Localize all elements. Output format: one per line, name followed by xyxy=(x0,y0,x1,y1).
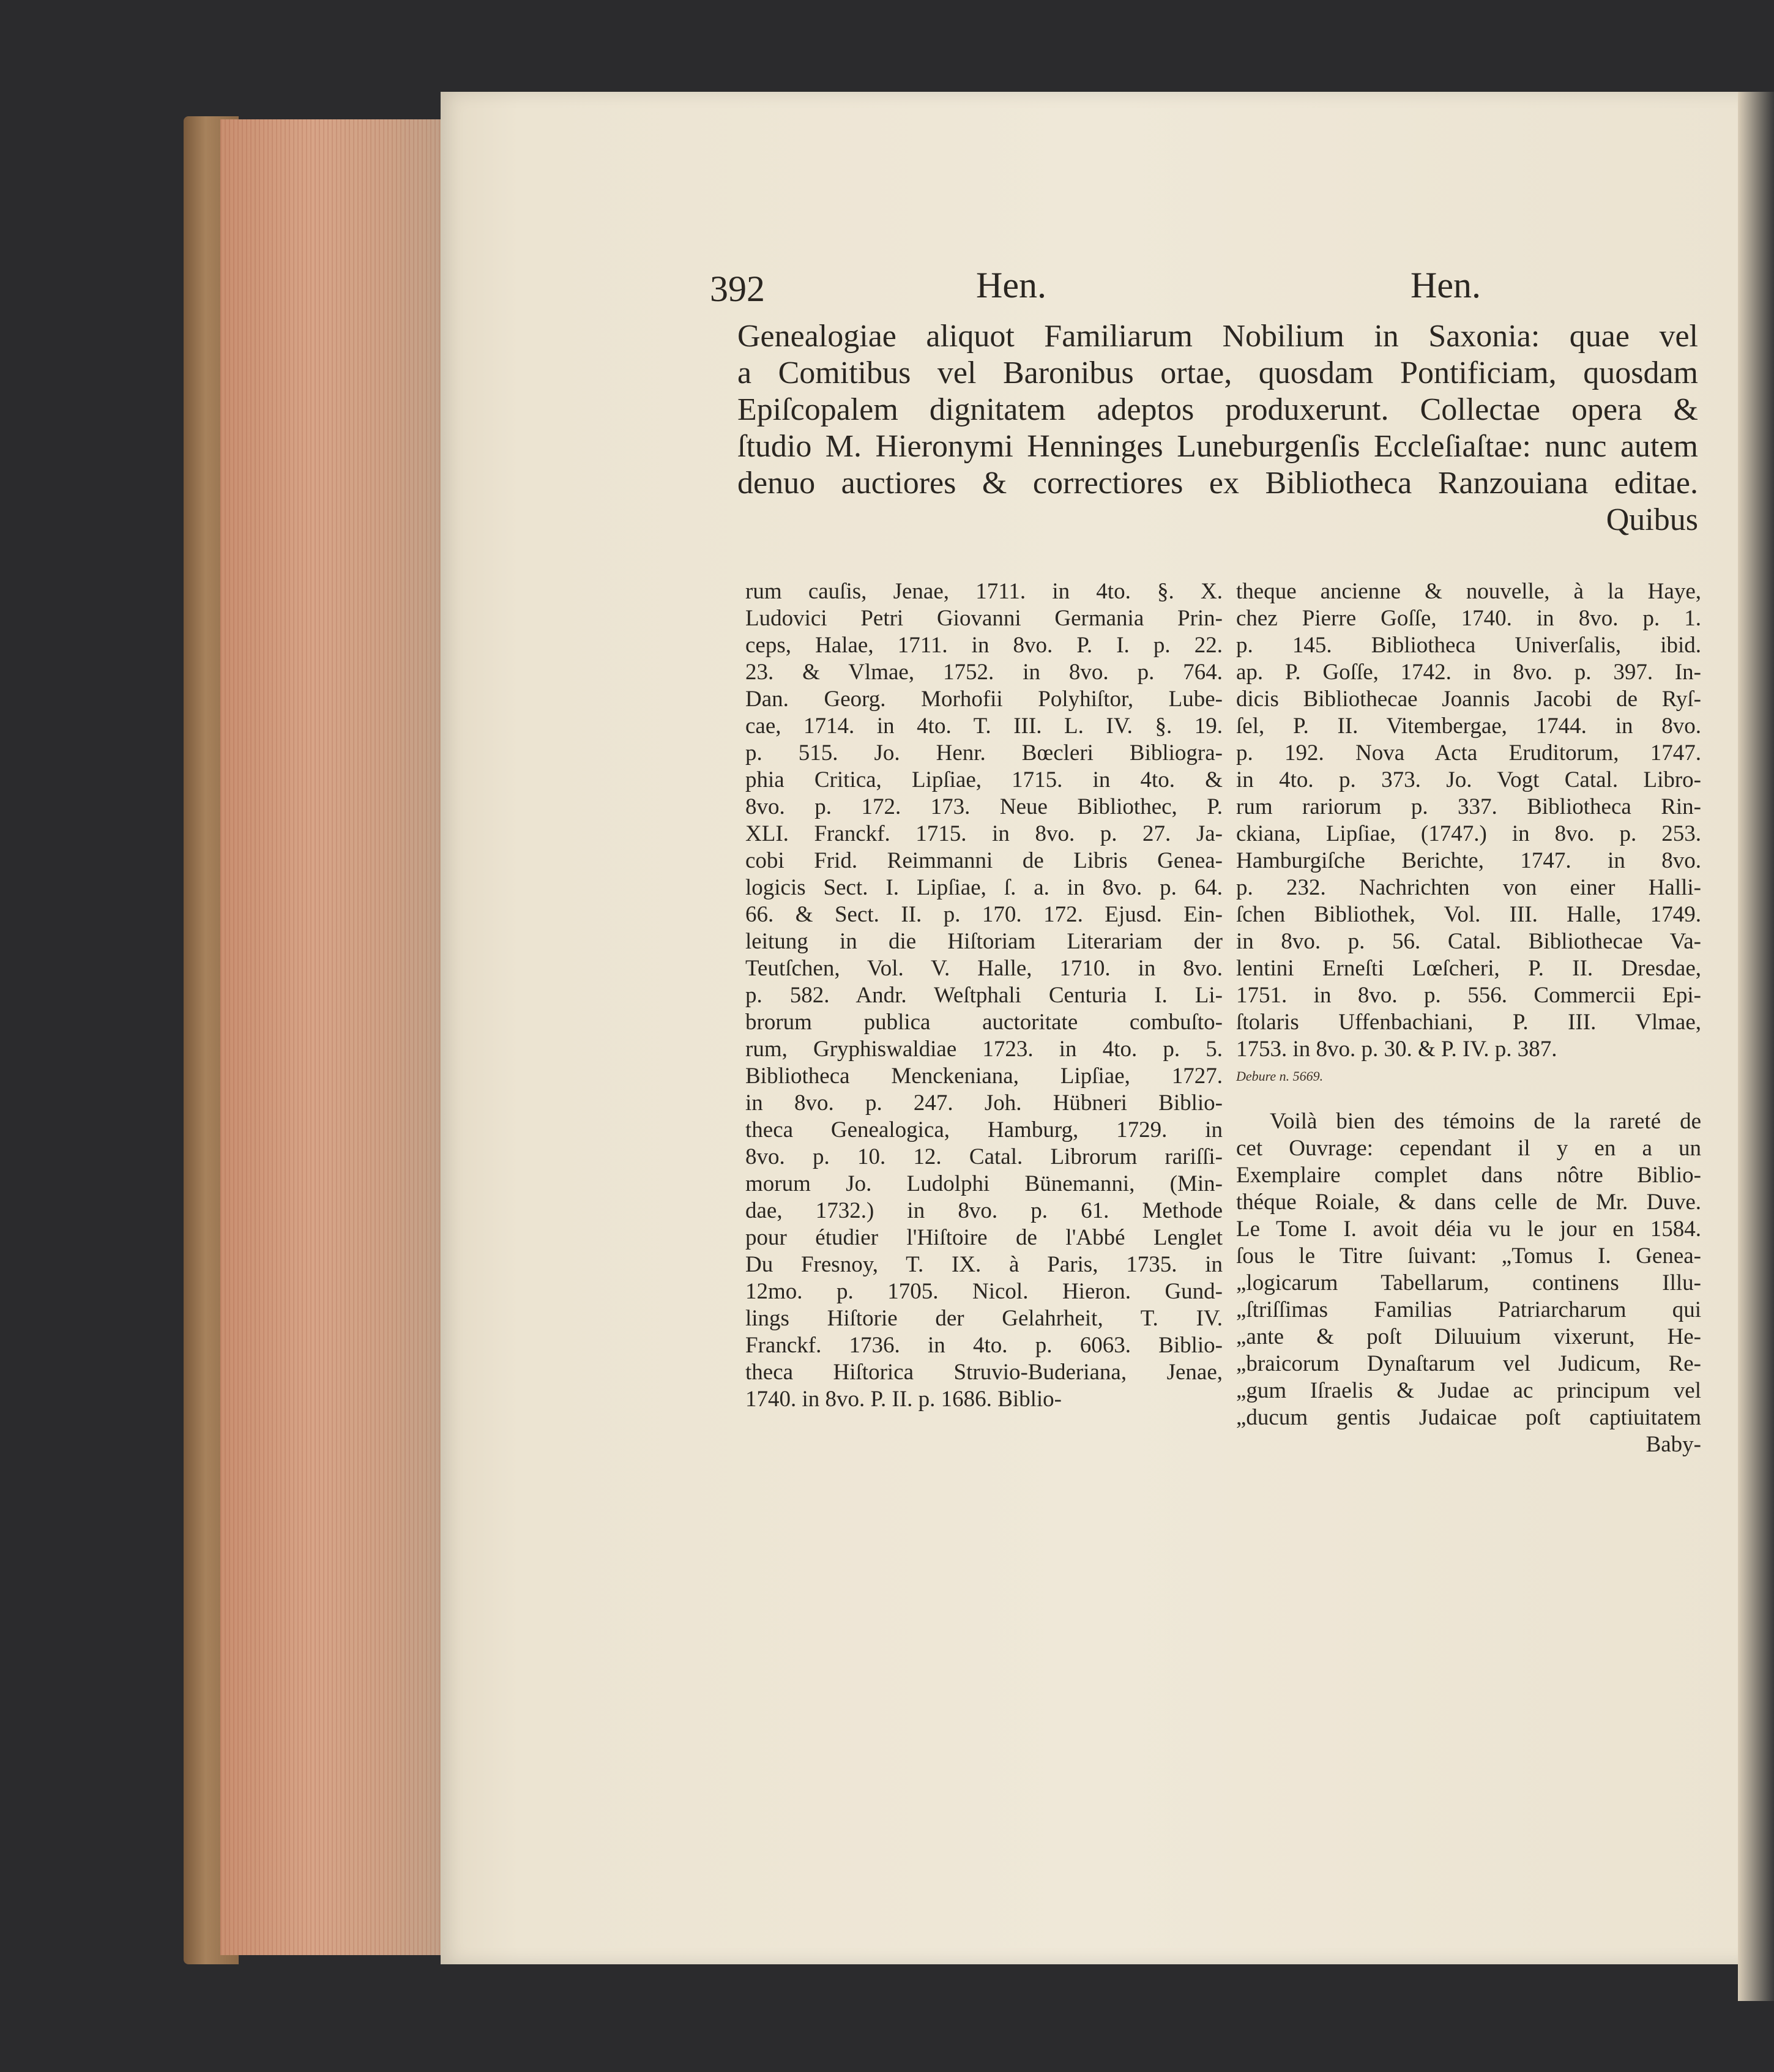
right-column-line: ſtolaris Uffenbachiani, P. III. Vlmae, xyxy=(1236,1010,1701,1035)
left-column-line: leitung in die Hiſtoriam Literariam der xyxy=(745,929,1223,954)
left-column-line: XLI. Franckf. 1715. in 8vo. p. 27. Ja- xyxy=(745,821,1223,846)
right-column-line: ap. P. Goſſe, 1742. in 8vo. p. 397. In- xyxy=(1236,660,1701,685)
left-column-line: 12mo. p. 1705. Nicol. Hieron. Gund- xyxy=(745,1279,1223,1304)
right-paragraph-line: théque Roiale, & dans celle de Mr. Duve. xyxy=(1236,1190,1701,1215)
catchword: Baby- xyxy=(1645,1432,1701,1457)
right-paragraph-line: Voilà bien des témoins de la rareté de xyxy=(1270,1109,1701,1134)
right-column-line: lentini Erneſti Lœſcheri, P. II. Dresdae, xyxy=(1236,956,1701,981)
right-column-line: chez Pierre Goſſe, 1740. in 8vo. p. 1. xyxy=(1236,606,1701,631)
left-column xyxy=(745,578,1223,1413)
left-column-line: theca Genealogica, Hamburg, 1729. in xyxy=(745,1117,1223,1142)
spine-fold xyxy=(1738,92,1774,2001)
left-column-line: p. 515. Jo. Henr. Bœcleri Bibliogra- xyxy=(745,740,1223,766)
left-column-line: rum, Gryphiswaldiae 1723. in 4to. p. 5. xyxy=(745,1037,1223,1062)
left-column-line: 8vo. p. 172. 173. Neue Bibliothec, P. xyxy=(745,794,1223,819)
right-column-line: theque ancienne & nouvelle, à la Haye, xyxy=(1236,579,1701,604)
title-line: denuo auctiores & correctiores ex Bibliotheca Ranzouiana editae. xyxy=(737,466,1698,501)
left-column-line: cobi Frid. Reimmanni de Libris Genea- xyxy=(745,848,1223,873)
right-paragraph-line: „gum Iſraelis & Judae ac principum vel xyxy=(1236,1378,1701,1403)
entry-title xyxy=(737,318,1698,538)
left-column-line: Teutſchen, Vol. V. Halle, 1710. in 8vo. xyxy=(745,956,1223,981)
left-column-line: Bibliotheca Menckeniana, Lipſiae, 1727. xyxy=(745,1064,1223,1089)
right-paragraph-line: cet Ouvrage: cependant il y en a un xyxy=(1236,1136,1701,1161)
left-column-line: morum Jo. Ludolphi Bünemanni, (Min- xyxy=(745,1171,1223,1196)
left-column-line: logicis Sect. I. Lipſiae, ſ. a. in 8vo. p. 64. xyxy=(745,875,1223,900)
title-line: ſtudio M. Hieronymi Henninges Luneburgenſis Eccleſiaſtae: nunc autem xyxy=(737,429,1698,464)
left-column-line: 1740. in 8vo. P. II. p. 1686. Biblio- xyxy=(745,1387,1062,1412)
right-column-line: in 4to. p. 373. Jo. Vogt Catal. Libro- xyxy=(1236,767,1701,792)
right-column-line: Hamburgiſche Berichte, 1747. in 8vo. xyxy=(1236,848,1701,873)
right-column-line: ſel, P. II. Vitembergae, 1744. in 8vo. xyxy=(1236,714,1701,739)
left-column-line: phia Critica, Lipſiae, 1715. in 4to. & xyxy=(745,767,1223,792)
left-column-line: Du Fresnoy, T. IX. à Paris, 1735. in xyxy=(745,1252,1223,1277)
left-column-line: 23. & Vlmae, 1752. in 8vo. p. 764. xyxy=(745,660,1223,685)
paragraph-gap xyxy=(1236,1090,1701,1108)
right-column-line: 1751. in 8vo. p. 556. Commercii Epi- xyxy=(1236,983,1701,1008)
left-column-line: in 8vo. p. 247. Joh. Hübneri Biblio- xyxy=(745,1090,1223,1116)
left-column-line: lings Hiſtorie der Gelahrheit, T. IV. xyxy=(745,1306,1223,1331)
right-column-line: 1753. in 8vo. p. 30. & P. IV. p. 387. xyxy=(1236,1037,1557,1062)
right-column xyxy=(1236,578,1701,1458)
title-line: Epiſcopalem dignitatem adeptos produxerunt. Collectae opera & xyxy=(737,392,1698,427)
left-column-line: p. 582. Andr. Weſtphali Centuria I. Li- xyxy=(745,983,1223,1008)
right-column-line: ckiana, Lipſiae, (1747.) in 8vo. p. 253. xyxy=(1236,821,1701,846)
left-column-line: cae, 1714. in 4to. T. III. L. IV. §. 19. xyxy=(745,714,1223,739)
page-edges xyxy=(220,119,453,1955)
right-column-line: p. 192. Nova Acta Eruditorum, 1747. xyxy=(1236,740,1701,766)
left-column-line: Dan. Georg. Morhofii Polyhiſtor, Lube- xyxy=(745,687,1223,712)
right-paragraph-line: „logicarum Tabellarum, continens Illu- xyxy=(1236,1270,1701,1295)
left-column-line: 66. & Sect. II. p. 170. 172. Ejusd. Ein- xyxy=(745,902,1223,927)
right-column-line: rum rariorum p. 337. Bibliotheca Rin- xyxy=(1236,794,1701,819)
right-column-line: dicis Bibliothecae Joannis Jacobi de Ryſ- xyxy=(1236,687,1701,712)
running-head-right: Hen. xyxy=(1411,265,1481,305)
right-paragraph-line: „ſtriſſimas Familias Patriarcharum qui xyxy=(1236,1297,1701,1322)
title-catchword: Quibus xyxy=(1606,502,1698,537)
left-column-line: theca Hiſtorica Struvio-Buderiana, Jenae, xyxy=(745,1360,1223,1385)
right-paragraph-line: „ducum gentis Judaicae poſt captiuitatem xyxy=(1236,1405,1701,1430)
handwritten-note: Debure n. 5669. xyxy=(1236,1068,1324,1084)
right-paragraph-line: ſous le Titre ſuivant: „Tomus I. Genea- xyxy=(1236,1243,1701,1269)
left-column-line: rum cauſis, Jenae, 1711. in 4to. §. X. xyxy=(745,579,1223,604)
right-paragraph-line: Exemplaire complet dans nôtre Biblio- xyxy=(1236,1163,1701,1188)
right-column-line: in 8vo. p. 56. Catal. Bibliothecae Va- xyxy=(1236,929,1701,954)
title-line: a Comitibus vel Baronibus ortae, quosdam Pontificiam, quosdam xyxy=(737,356,1698,390)
left-column-line: dae, 1732.) in 8vo. p. 61. Methode xyxy=(745,1198,1223,1223)
left-column-line: ceps, Halae, 1711. in 8vo. P. I. p. 22. xyxy=(745,633,1223,658)
right-column-line: p. 232. Nachrichten von einer Halli- xyxy=(1236,875,1701,900)
right-column-line: ſchen Bibliothek, Vol. III. Halle, 1749. xyxy=(1236,902,1701,927)
left-column-line: Ludovici Petri Giovanni Germania Prin- xyxy=(745,606,1223,631)
running-head-left: Hen. xyxy=(976,265,1046,305)
title-line: Genealogiae aliquot Familiarum Nobilium in Saxonia: quae vel xyxy=(737,319,1698,354)
left-column-line: 8vo. p. 10. 12. Catal. Librorum rariſſi- xyxy=(745,1144,1223,1169)
right-column-line: p. 145. Bibliotheca Univerſalis, ibid. xyxy=(1236,633,1701,658)
page-number: 392 xyxy=(710,269,765,309)
right-paragraph-line: Le Tome I. avoit déia vu le jour en 1584. xyxy=(1236,1217,1701,1242)
right-paragraph-line: „braicorum Dynaſtarum vel Judicum, Re- xyxy=(1236,1351,1701,1376)
left-column-line: brorum publica auctoritate combuſto- xyxy=(745,1010,1223,1035)
left-column-line: Franckf. 1736. in 4to. p. 6063. Biblio- xyxy=(745,1333,1223,1358)
right-paragraph-line: „ante & poſt Diluuium vixerunt, He- xyxy=(1236,1324,1701,1349)
left-column-line: pour étudier l'Hiſtoire de l'Abbé Lenglet xyxy=(745,1225,1223,1250)
